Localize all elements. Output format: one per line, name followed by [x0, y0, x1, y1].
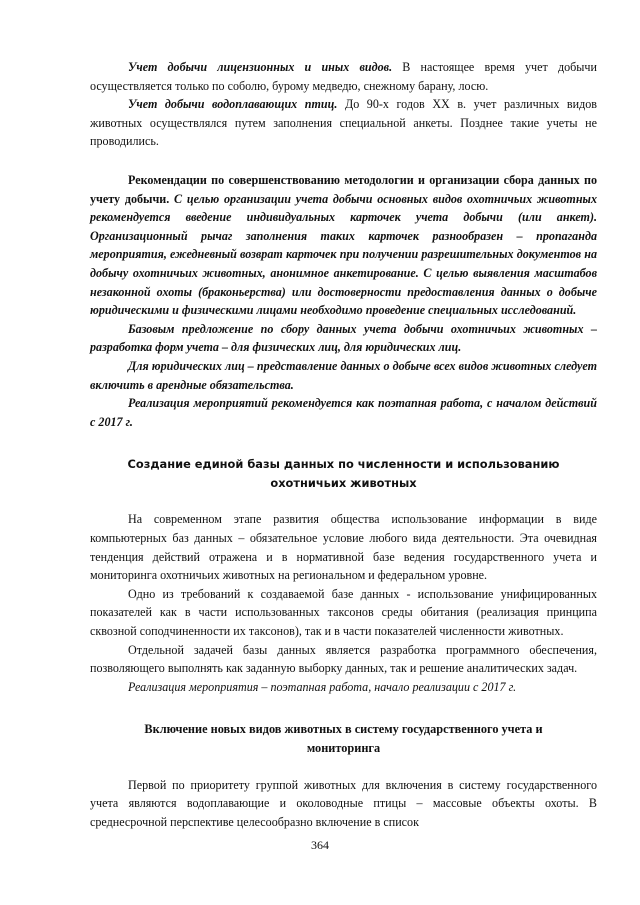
paragraph-database-1: На современном этапе развития общества использование информации в виде компьютерных баз данных – обязательное условие любого вида деятельности. Эта очевидная тенденция действий отражена и в нормативной базе ведения государственного учета и мониторинга охотничьих животных на региональном и федеральном уровне.	[90, 512, 597, 583]
section-title-database: Создание единой базы данных по численности и использованию охотничьих животных	[127, 457, 560, 490]
paragraph-database-2: Одно из требований к создаваемой базе данных - использование унифицированных показателей как в части использованных таксонов среды обитания (реализация принципа сквозной соподчиненности их таксонов), так и в части показателей численности животных.	[90, 586, 597, 639]
paragraph-licensed-species	[90, 58, 597, 95]
paragraph-legal-entities: Для юридических лиц – представление данных о добыче всех видов животных следует включить в арендные обязательства.	[90, 358, 597, 392]
paragraph-text: С целью организации учета добычи основных видов охотничьих животных рекомендуется введение индивидуальных карточек учета добычи (или анкет). Организационный рычаг заполнения таких карточек разнообразен – пропаганда мероприятия, ежедневный возврат карточек при получении разрешительных документов на добычу охотничьих животных, анонимное анкетирование. С целью выявления масштабов незаконной охоты (браконьерства) или достоверности предоставления данных о добыче юридическими и физическими лицами необходимо проведение специальных исследований.	[90, 191, 597, 318]
page-number: 364	[311, 838, 329, 852]
paragraph-basic-proposal: Базовым предложение по сбору данных учета добычи охотничьих животных – разработка форм учета – для физических лиц, для юридических лиц.	[90, 321, 597, 355]
paragraph-database-3: Отдельной задачей базы данных является разработка программного обеспечения, позволяющего выполнять как заданную выборку данных, так и решение аналитических задач.	[90, 642, 597, 676]
paragraph-new-species: Первой по приоритету группой животных для включения в систему государственного учета являются водоплавающие и околоводные птицы – массовые объекты охоты. В среднесрочной перспективе целесообразно включение в список	[90, 777, 597, 829]
paragraph-text: В настоящее время учет добычи осуществляется только по соболю, бурому медведю, снежному барану, лосю.	[90, 60, 597, 93]
document-page	[90, 58, 597, 831]
paragraph-lead: Учет добычи водоплавающих птиц.	[128, 97, 338, 112]
paragraph-database-note: Реализация мероприятия – поэтапная работа, начало реализации с 2017 г.	[128, 679, 517, 694]
paragraph-implementation: Реализация мероприятий рекомендуется как поэтапная работа, с началом действий с 2017 г.	[90, 396, 597, 429]
paragraph-recommendations	[90, 171, 597, 320]
paragraph-text: До 90-х годов XX в. учет различных видов животных осуществлялся путем заполнения специальной анкеты. Позднее такие учеты не проводились.	[90, 97, 598, 149]
paragraph-lead: Рекомендации по совершенствованию методологии и организации сбора данных по учету добычи.	[90, 172, 597, 206]
section-title-new-species: Включение новых видов животных в систему государственного учета и мониторинга	[144, 722, 543, 755]
paragraph-waterfowl	[90, 95, 597, 151]
paragraph-lead: Учет добычи лицензионных и иных видов.	[128, 60, 393, 74]
